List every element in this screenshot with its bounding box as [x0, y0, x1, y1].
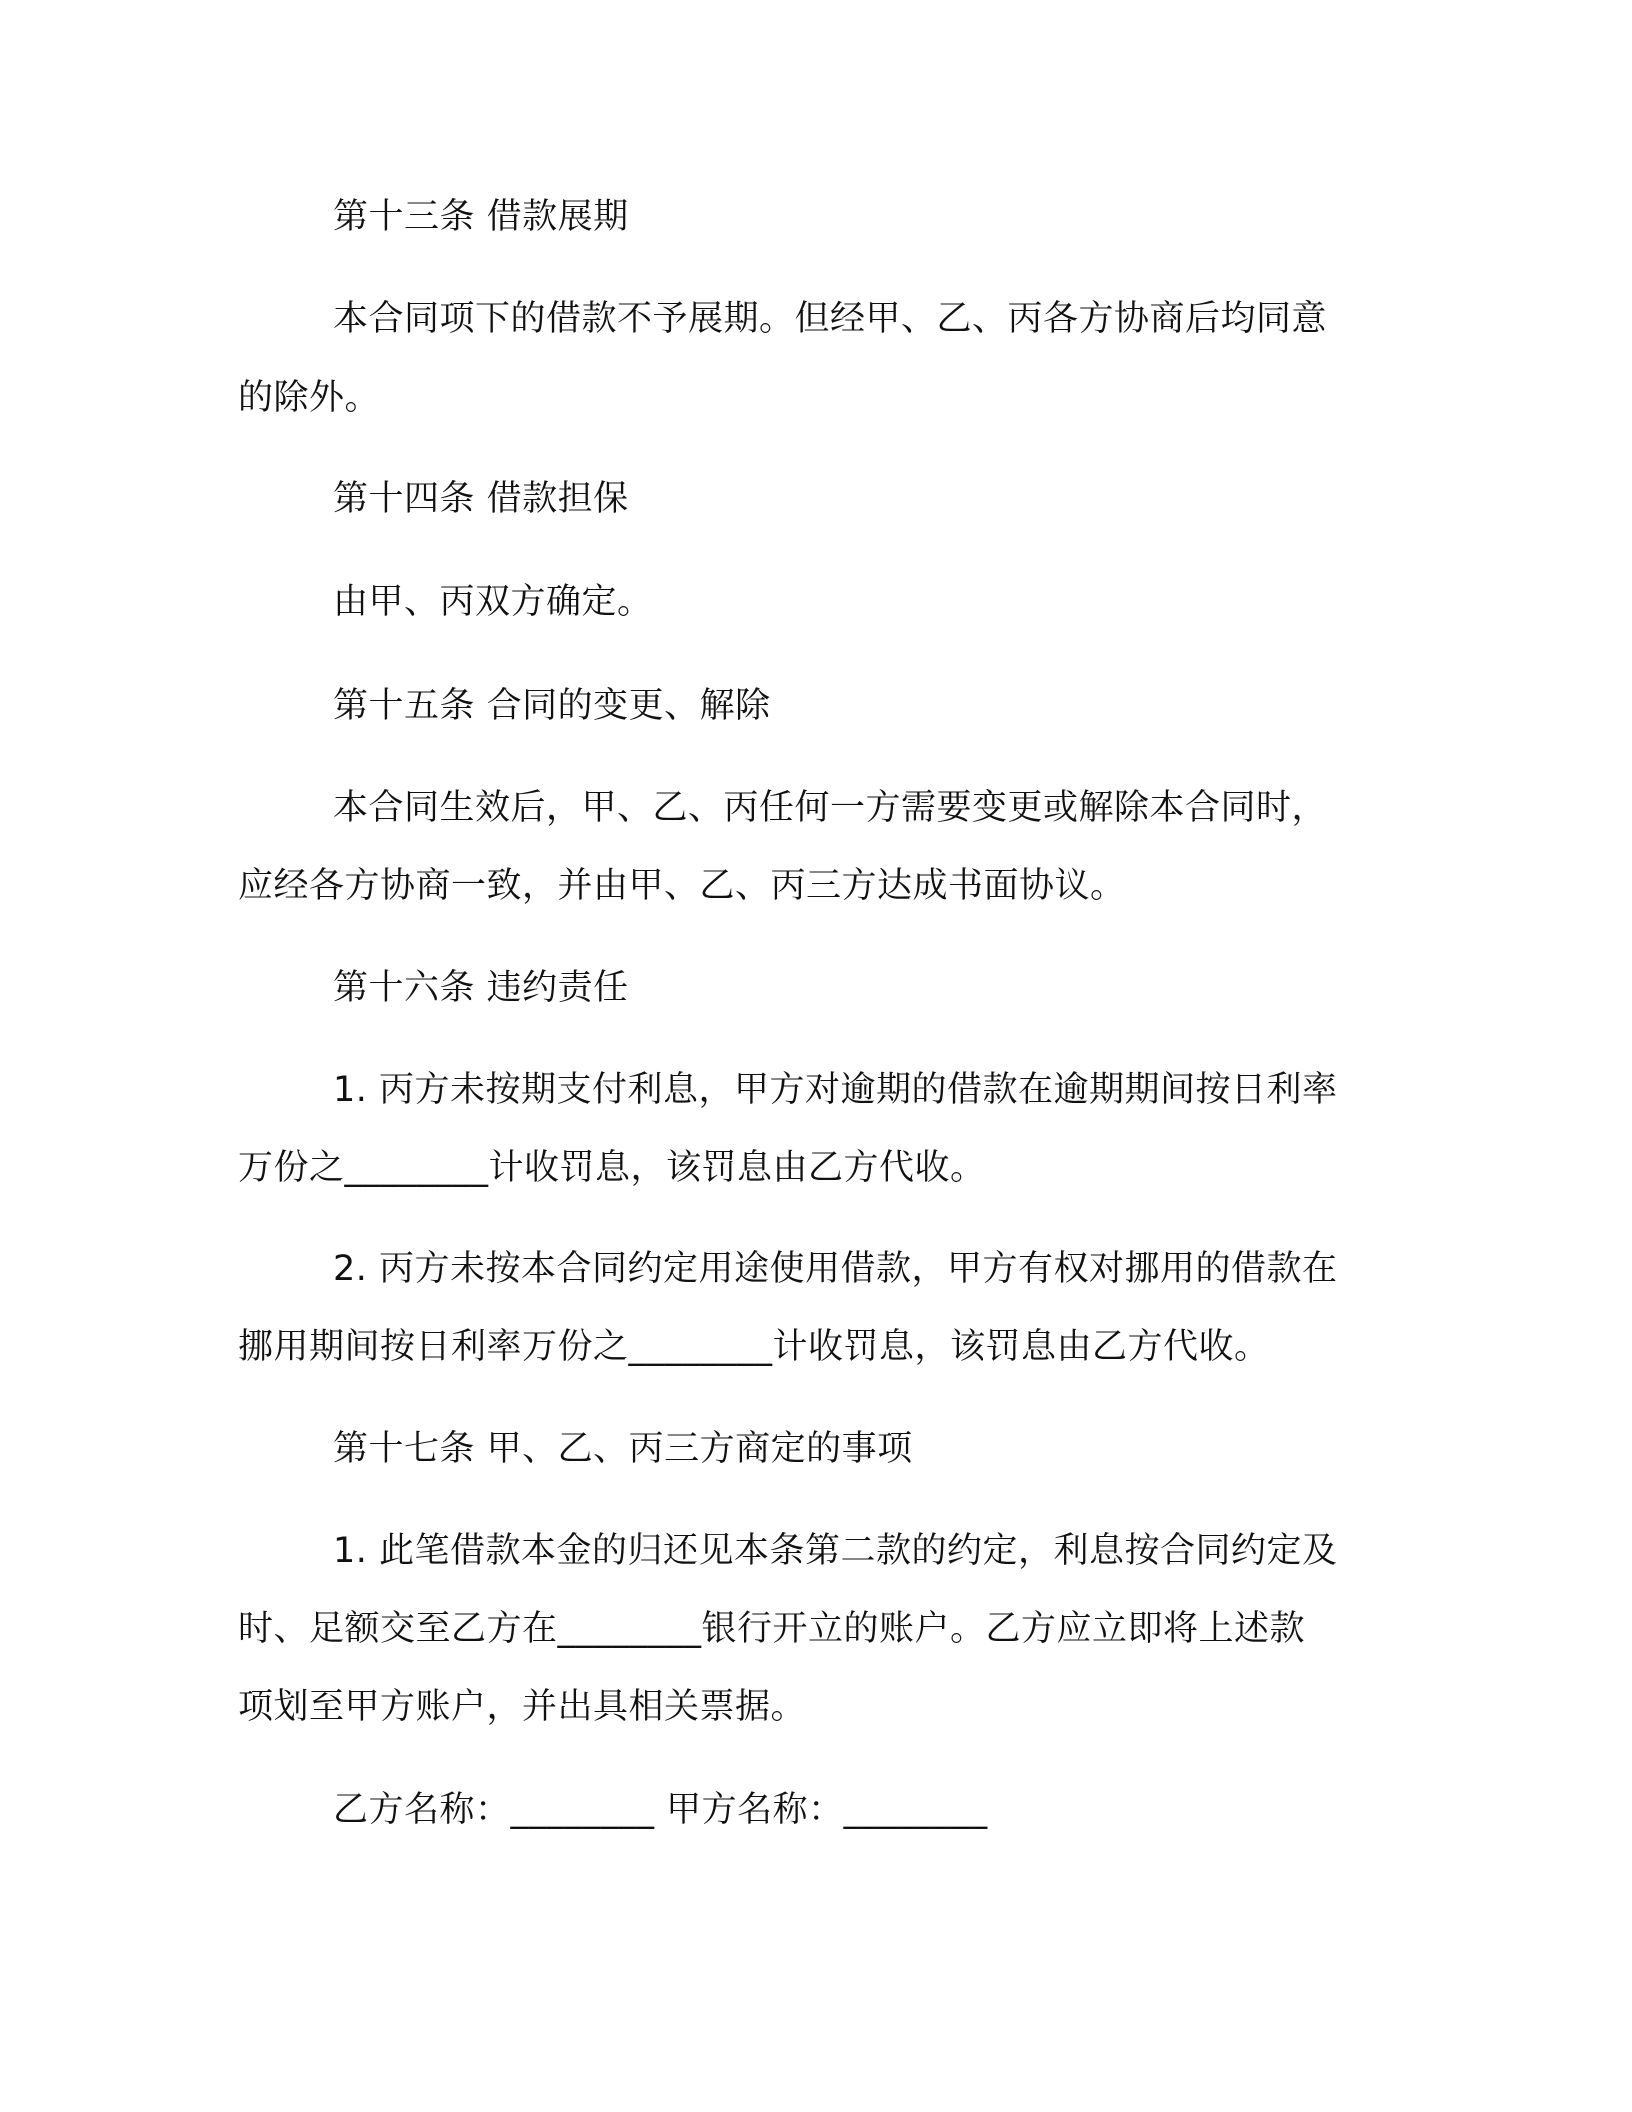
article-16-item-1-line-1: 1. 丙方未按期支付利息，甲方对逾期的借款在逾期期间按日利率: [333, 1070, 1338, 1110]
article-17-item-1-line-1: 1. 此笔借款本金的归还见本条第二款的约定，利息按合同约定及: [333, 1531, 1338, 1571]
signature-line: 乙方名称：________ 甲方名称：________: [333, 1790, 988, 1830]
article-17-item-1-line-3: 项划至甲方账户，并出具相关票据。: [238, 1687, 807, 1727]
article-15-body-line-2: 应经各方协商一致，并由甲、乙、丙三方达成书面协议。: [238, 866, 1126, 906]
article-15-heading: 第十五条 合同的变更、解除: [333, 686, 771, 726]
article-13-body-line-1: 本合同项下的借款不予展期。但经甲、乙、丙各方协商后均同意: [333, 299, 1328, 339]
article-15-body-line-1: 本合同生效后，甲、乙、丙任何一方需要变更或解除本合同时，: [333, 788, 1328, 828]
article-17-item-1-line-2: 时、足额交至乙方在________银行开立的账户。乙方应立即将上述款: [238, 1609, 1306, 1649]
article-14-heading: 第十四条 借款担保: [333, 479, 629, 519]
article-14-body-line-1: 由甲、丙双方确定。: [333, 582, 653, 622]
article-16-heading: 第十六条 违约责任: [333, 968, 629, 1008]
article-16-item-1-line-2: 万份之________计收罚息，该罚息由乙方代收。: [238, 1148, 986, 1188]
article-13-heading: 第十三条 借款展期: [333, 197, 629, 237]
article-16-item-2-line-1: 2. 丙方未按本合同约定用途使用借款，甲方有权对挪用的借款在: [333, 1249, 1338, 1289]
article-13-body-line-2: 的除外。: [238, 378, 381, 418]
article-17-heading: 第十七条 甲、乙、丙三方商定的事项: [333, 1429, 913, 1469]
article-16-item-2-line-2: 挪用期间按日利率万份之________计收罚息，该罚息由乙方代收。: [238, 1327, 1270, 1367]
